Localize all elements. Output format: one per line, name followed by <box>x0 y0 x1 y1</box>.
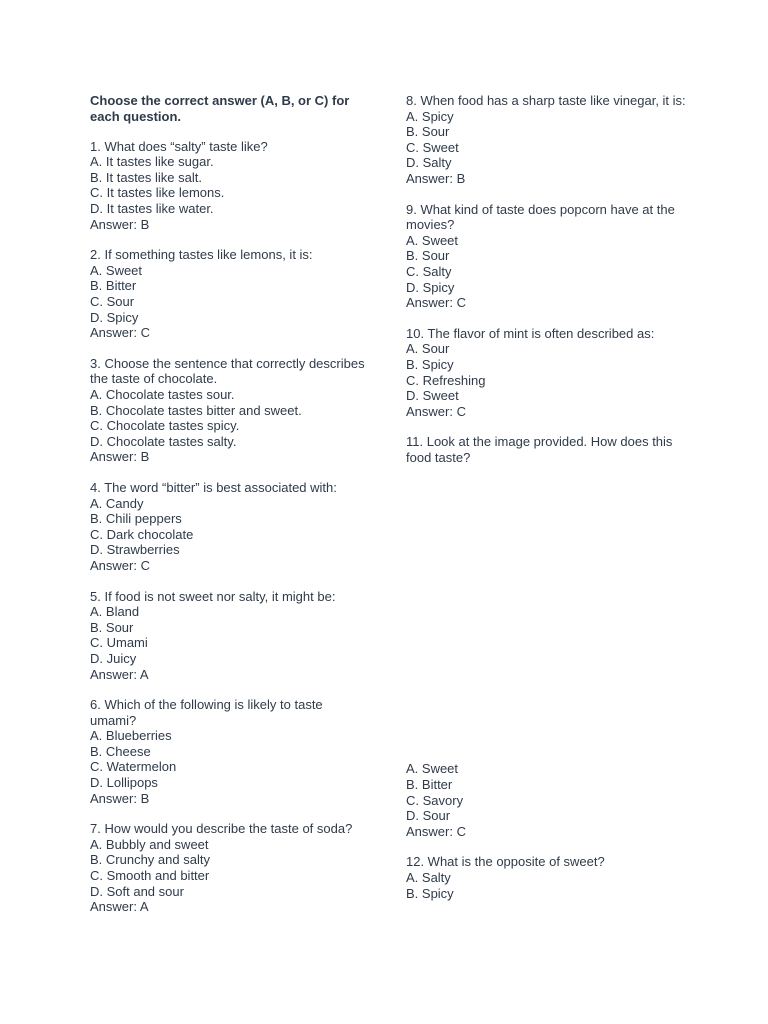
option-a: A. Candy <box>90 495 144 511</box>
question-text: 4. The word “bitter” is best associated with: <box>90 479 337 495</box>
option-c: C. Smooth and bitter <box>90 868 210 884</box>
option-a: A. Bland <box>90 604 140 620</box>
option-c: C. Salty <box>406 263 452 279</box>
question-text: 8. When food has a sharp taste like vinegar, it is: <box>406 93 686 108</box>
option-a: A. Sweet <box>406 232 459 248</box>
answer: Answer: C <box>406 295 466 311</box>
answer: Answer: A <box>90 899 149 915</box>
option-b: B. Sour <box>90 619 134 635</box>
question-10 <box>406 326 691 420</box>
option-a: A. It tastes like sugar. <box>90 154 214 170</box>
answer: Answer: B <box>90 790 150 806</box>
answer: Answer: C <box>406 403 466 419</box>
option-c: C. Sour <box>90 294 135 310</box>
answer: Answer: C <box>90 557 150 573</box>
option-c: C. Umami <box>90 635 148 651</box>
answer: Answer: B <box>90 449 150 465</box>
option-b: B. Cheese <box>90 743 151 759</box>
option-b: B. Sour <box>406 248 450 264</box>
image-placeholder-space <box>406 465 691 761</box>
question-2 <box>90 247 370 341</box>
question-5 <box>90 589 370 683</box>
question-7 <box>90 821 370 915</box>
question-text: 12. What is the opposite of sweet? <box>406 854 605 870</box>
option-a: A. Sweet <box>406 761 459 777</box>
question-text: 7. How would you describe the taste of soda? <box>90 821 353 837</box>
option-c: C. Sweet <box>406 139 459 155</box>
left-column <box>90 93 370 930</box>
option-d: D. Spicy <box>90 309 139 325</box>
question-text: 11. Look at the image provided. How does this food taste? <box>406 434 673 465</box>
option-b: B. Crunchy and salty <box>90 852 210 868</box>
question-text: 5. If food is not sweet nor salty, it might be: <box>90 588 336 604</box>
option-b: B. Chocolate tastes bitter and sweet. <box>90 402 302 418</box>
option-d: D. Strawberries <box>90 542 180 558</box>
question-text: 3. Choose the sentence that correctly describes the taste of chocolate. <box>90 355 365 387</box>
option-d: D. Soft and sour <box>90 883 184 899</box>
option-b: B. Spicy <box>406 356 454 372</box>
option-d: D. Spicy <box>406 279 455 295</box>
option-b: B. Spicy <box>406 885 454 901</box>
option-a: A. Blueberries <box>90 728 172 744</box>
option-d: D. Sweet <box>406 388 459 404</box>
question-4 <box>90 480 370 574</box>
option-b: B. It tastes like salt. <box>90 169 202 185</box>
answer: Answer: B <box>406 170 466 186</box>
option-d: D. Lollipops <box>90 775 158 791</box>
option-a: A. Salty <box>406 870 451 886</box>
question-text: 10. The flavor of mint is often described as: <box>406 325 655 341</box>
option-d: D. Sour <box>406 808 451 824</box>
question-11 <box>406 434 691 839</box>
option-c: C. Savory <box>406 792 464 808</box>
question-text: 2. If something tastes like lemons, it is: <box>90 247 313 263</box>
answer: Answer: A <box>90 666 149 682</box>
option-b: B. Bitter <box>90 278 137 294</box>
option-d: D. It tastes like water. <box>90 201 214 217</box>
question-6 <box>90 697 370 806</box>
option-c: C. It tastes like lemons. <box>90 185 225 201</box>
question-12 <box>406 854 691 901</box>
option-a: A. Chocolate tastes sour. <box>90 387 235 402</box>
option-c: C. Watermelon <box>90 759 177 775</box>
option-c: C. Chocolate tastes spicy. <box>90 418 240 434</box>
question-text: 9. What kind of taste does popcorn have at the movies? <box>406 201 675 233</box>
option-a: A. Sweet <box>90 262 143 278</box>
option-d: D. Chocolate tastes salty. <box>90 433 237 449</box>
question-8 <box>406 93 691 187</box>
answer: Answer: C <box>406 823 466 839</box>
instructions: Choose the correct answer (A, B, or C) for each question. <box>90 93 350 124</box>
option-a: A. Sour <box>406 341 450 357</box>
question-9 <box>406 202 691 311</box>
option-d: D. Juicy <box>90 650 137 666</box>
option-b: B. Chili peppers <box>90 511 182 527</box>
question-text: 6. Which of the following is likely to taste umami? <box>90 697 323 728</box>
question-1 <box>90 139 370 233</box>
option-c: C. Dark chocolate <box>90 526 194 542</box>
option-b: B. Bitter <box>406 777 453 793</box>
right-column <box>406 93 691 916</box>
question-text: 1. What does “salty” taste like? <box>90 138 268 154</box>
option-c: C. Refreshing <box>406 372 486 388</box>
question-3 <box>90 356 370 465</box>
answer: Answer: C <box>90 325 150 341</box>
option-a: A. Spicy <box>406 108 454 124</box>
option-b: B. Sour <box>406 124 450 140</box>
option-d: D. Salty <box>406 155 452 171</box>
option-a: A. Bubbly and sweet <box>90 836 209 852</box>
answer: Answer: B <box>90 216 150 232</box>
